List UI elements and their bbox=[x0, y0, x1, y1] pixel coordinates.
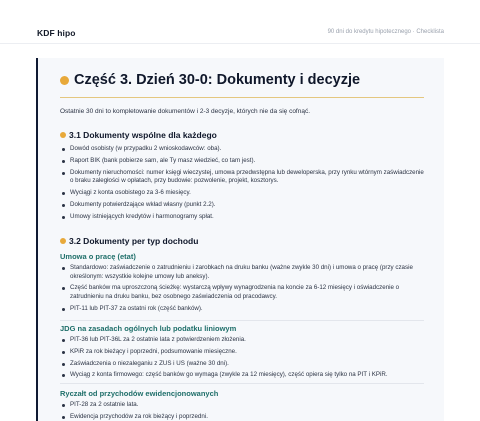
jdg-documents-list bbox=[60, 336, 428, 383]
bullet-dot-icon bbox=[60, 238, 66, 244]
bullet-dot-icon bbox=[60, 132, 66, 138]
list-item: PIT-11 lub PIT-37 za ostatni rok (część banków). bbox=[60, 305, 428, 314]
list-item: Dokumenty potwierdzające wkład własny (punkt 2.2). bbox=[60, 201, 428, 210]
brand-logo[interactable]: KDF hipo bbox=[37, 28, 76, 38]
page-title: Część 3. Dzień 30-0: Dokumenty i decyzje bbox=[74, 72, 361, 88]
list-item: PIT-36 lub PIT-36L za 2 ostatnie lata z potwierdzeniem złożenia. bbox=[60, 336, 428, 345]
employment-documents-list bbox=[60, 264, 428, 317]
subsection-title: JDG na zasadach ogólnych lub podatku liniowym bbox=[60, 324, 237, 333]
lump-sum-documents-list bbox=[60, 401, 428, 421]
common-documents-list bbox=[60, 145, 428, 224]
subsection-title: Umowa o pracę (etat) bbox=[60, 252, 136, 261]
intro-text: Ostatnie 30 dni to kompletowanie dokumentów i 2-3 decyzje, których nie da się cofnąć. bbox=[60, 108, 311, 115]
list-item: Wyciąg z konta firmowego: część banków go wymaga (zwykle za 12 miesięcy), część opiera się tylko na PIT i KPiR. bbox=[60, 371, 428, 380]
subsection-title: Ryczałt od przychodów ewidencjonowanych bbox=[60, 389, 219, 398]
divider bbox=[60, 383, 424, 384]
list-item: Dokumenty nieruchomości: numer księgi wieczystej, umowa przedwstępna lub deweloperska, przy rynku wtórnym zaświadczenie o braku zaległości w opłatach, przy budowie: pozwolenie, projekt, kosztorys. bbox=[60, 169, 428, 186]
divider bbox=[60, 320, 424, 321]
list-item: Część banków ma uproszczoną ścieżkę: wystarczą wpływy wynagrodzenia na koncie za 6-12 miesięcy i oświadczenie o zatrudnieniu na druku banku, bez osobnego zaświadczenia od pracodawcy. bbox=[60, 284, 428, 301]
section-title: 3.2 Dokumenty per typ dochodu bbox=[69, 236, 199, 246]
list-item: Zaświadczenia o niezaleganiu z ZUS i US (ważne 30 dni). bbox=[60, 360, 428, 369]
list-item: Umowy istniejących kredytów i harmonogramy spłat. bbox=[60, 213, 428, 222]
title-underline bbox=[60, 97, 424, 98]
list-item: Dowód osobisty (w przypadku 2 wnioskodawców: oba). bbox=[60, 145, 428, 154]
list-item: Raport BIK (bank pobierze sam, ale Ty masz wiedzieć, co tam jest). bbox=[60, 157, 428, 166]
top-bar bbox=[0, 0, 480, 44]
section-title: 3.1 Dokumenty wspólne dla każdego bbox=[69, 130, 217, 140]
list-item: Wyciągi z konta osobistego za 3-6 miesięcy. bbox=[60, 189, 428, 198]
part-card bbox=[36, 58, 444, 421]
breadcrumb: 90 dni do kredytu hipotecznego · Checklista bbox=[327, 29, 444, 35]
list-item: KPiR za rok bieżący i poprzedni, podsumowanie miesięczne. bbox=[60, 348, 428, 357]
bullet-dot-icon bbox=[60, 76, 69, 85]
list-item: Standardowo: zaświadczenie o zatrudnieniu i zarobkach na druku banku (ważne zwykle 30 dni) i umowa o pracę (przy czasie określonym: wszystkie kolejne umowy lub aneksy). bbox=[60, 264, 428, 281]
list-item: Ewidencja przychodów za rok bieżący i poprzedni. bbox=[60, 413, 428, 421]
list-item: PIT-28 za 2 ostatnie lata. bbox=[60, 401, 428, 410]
